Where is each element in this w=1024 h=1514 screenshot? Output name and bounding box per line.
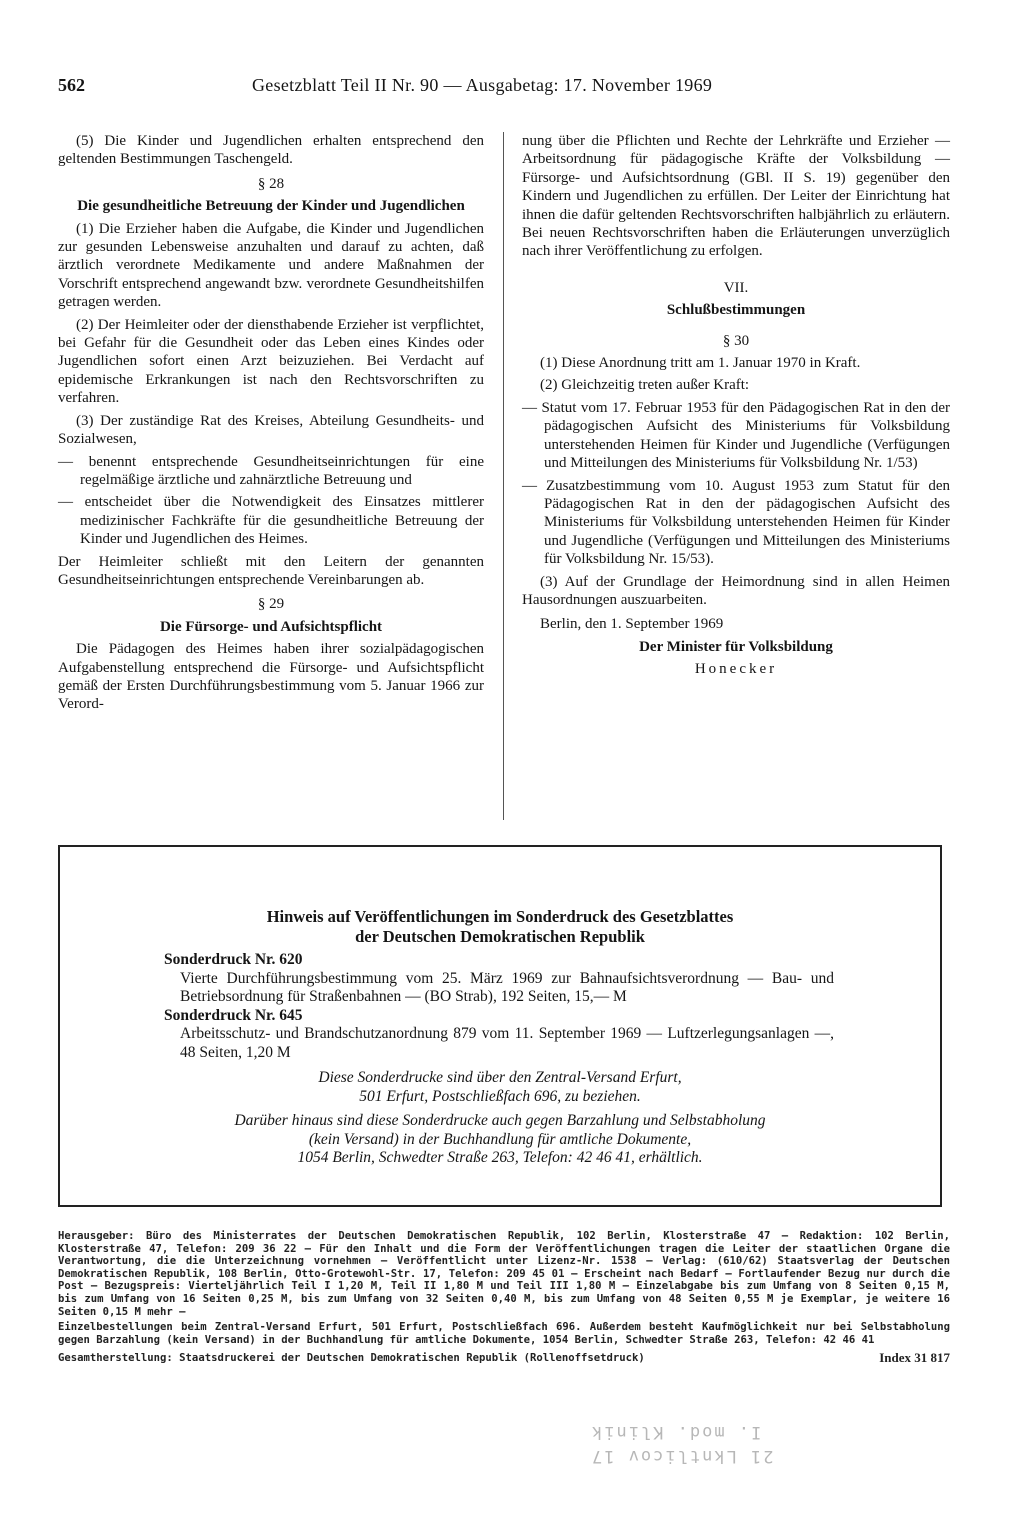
section-title: Die gesundheitliche Betreuung der Kinder und Jugendlichen: [77, 198, 465, 215]
section-label: § 28: [257, 175, 285, 192]
paragraph: nung über die Pflichten und Rechte der Lehrkräfte und Erzieher — Arbeitsordnung für pädagogische Kräfte der Volksbildung — Fürsorge- und Aufsichtsordnung (GBl. II S. 19) gegenüber den Kindern und Jugendlichen zu erfüllen. Der Leiter der Einrichtung hat ihnen die dafür geltenden Rechtsvorschriften halbjährlich zu erläutern. Bei neuen Rechtsvorschriften haben die Erläuterungen unverzüglich nach ihrer Veröffentlichung zu erfolgen.: [522, 133, 950, 260]
notice-item-label: Sonderdruck Nr. 620: [164, 951, 303, 968]
paragraph: (1) Die Erzieher haben die Aufgabe, die Kinder und Jugendlichen zur gesunden Lebensweise anzuhalten und darauf zu achten, daß ärztlich verordnete Medikamente und andere Maßnahmen der Vorschrift entsprechend angewandt bzw. verordnete Gesundheitshilfen getragen werden.: [58, 220, 484, 311]
notice-item-text: Arbeitsschutz- und Brandschutzanordnung 879 vom 11. September 1969 — Luftzerlegungsanlagen —, 48 Seiten, 1,20 M: [180, 1025, 834, 1061]
notice-title-line: Hinweis auf Veröffentlichungen im Sonderdruck des Gesetzblattes: [266, 907, 734, 926]
paragraph: Der Heimleiter schließt mit den Leitern der genannten Gesundheitseinrichtungen entsprechende Vereinbarungen ab.: [58, 553, 484, 588]
notice-line: 501 Erfurt, Postschließfach 696, zu beziehen.: [359, 1087, 641, 1105]
paragraph: Die Pädagogen des Heimes haben ihrer sozialpädagogischen Aufgabenstellung entsprechend die Fürsorge- und Aufsichtspflicht gemäß der Ersten Durchführungsbestimmung vom 5. Januar 1966 zur Verord-: [58, 641, 484, 713]
stamp-line: I. mod. Klinik: [590, 1422, 762, 1442]
notice-box: [58, 845, 942, 1207]
notice-line: Darüber hinaus sind diese Sonderdrucke auch gegen Barzahlung und Selbstabholung: [234, 1112, 766, 1129]
imprint-printer-line: [58, 1352, 950, 1365]
notice-line: Diese Sonderdrucke sind über den Zentral-Versand Erfurt,: [318, 1069, 682, 1086]
imprint: [58, 1230, 950, 1365]
dash-item: — entscheidet über die Notwendigkeit des Einsatzes mittlerer medizinischer Fachkräfte für die gesundheitliche Betreuung der Kinder und Jugendlichen des Heimes.: [58, 494, 484, 548]
column-divider: [503, 132, 504, 820]
dash-item: — benennt entsprechende Gesundheitseinrichtungen für eine regelmäßige ärztliche und zahnärztliche Betreuung und: [58, 453, 484, 488]
paragraph: (5) Die Kinder und Jugendlichen erhalten entsprechend den geltenden Bestimmungen Taschengeld.: [58, 133, 484, 168]
part-title: Schlußbestimmungen: [666, 302, 806, 319]
right-column: [522, 132, 950, 683]
notice-line: (kein Versand) in der Buchhandlung für amtliche Dokumente,: [308, 1130, 692, 1148]
notice-item-text: Vierte Durchführungsbestimmung vom 25. März 1969 zur Bahnaufsichtsverordnung — Bau- und Betriebsordnung für Straßenbahnen — (BO Strab), 192 Seiten, 15,— M: [180, 969, 834, 1005]
paragraph: (3) Auf der Grundlage der Heimordnung sind in allen Heimen Hausordnungen auszuarbeiten.: [522, 573, 950, 608]
stamp-line: 21 Lkntlicov 17: [590, 1446, 774, 1466]
paragraph: (2) Der Heimleiter oder der diensthabende Erzieher ist verpflichtet, bei Gefahr für die Gesundheit oder das Leben eines Kindes oder Jugendlichen sofort einen Arzt beizuziehen. Bei Verdacht auf epidemische Erkrankungen ist nach den Rechtsvorschriften zu verfahren.: [58, 316, 484, 407]
signatory-name: Honecker: [694, 661, 778, 678]
paragraph: (1) Diese Anordnung tritt am 1. Januar 1970 in Kraft.: [540, 355, 861, 372]
paragraph: (2) Gleichzeitig treten außer Kraft:: [540, 377, 750, 394]
dash-item: — Zusatzbestimmung vom 10. August 1953 zum Statut für den Pädagogischen Rat in den der pädagogischen Aufsicht des Ministeriums für Volksbildung unterstehenden Heimen für Kinder und Jugendliche (Verfügungen und Mitteilungen des Ministeriums für Volksbildung Nr. 15/53).: [522, 477, 950, 568]
page-number: 562: [58, 75, 85, 95]
index-number: Index 31 817: [879, 1350, 950, 1366]
notice-order-info: [60, 1069, 940, 1106]
imprint-printer: Gesamtherstellung: Staatsdruckerei der Deutschen Demokratischen Republik (Rollenoffsetdruck): [58, 1352, 645, 1365]
notice-title: [60, 907, 940, 947]
notice-line: 1054 Berlin, Schwedter Straße 263, Telefon: 42 46 41, erhältlich.: [297, 1149, 703, 1166]
section-label: § 30: [722, 332, 750, 349]
part-label: VII.: [723, 279, 749, 296]
place-date: Berlin, den 1. September 1969: [540, 616, 724, 633]
notice-shop-info: [60, 1112, 940, 1168]
imprint-orders: Einzelbestellungen beim Zentral-Versand Erfurt, 501 Erfurt, Postschließfach 696. Außerdem besteht Kaufmöglichkeit nur bei Selbstabholung gegen Barzahlung (kein Versand) in der Buchhandlung für amtliche Dokumente, 1054 Berlin, Schwedter Straße 263, Telefon: 42 46 41: [58, 1321, 950, 1346]
paragraph: (3) Der zuständige Rat des Kreises, Abteilung Gesundheits- und Sozialwesen,: [58, 412, 484, 448]
section-label: § 29: [257, 596, 285, 613]
library-stamp: [590, 1420, 950, 1468]
signatory-title: Der Minister für Volksbildung: [639, 638, 833, 655]
section-title: Die Fürsorge- und Aufsichtspflicht: [159, 618, 383, 635]
imprint-publisher: Herausgeber: Büro des Ministerrates der Deutschen Demokratischen Republik, 102 Berlin, Klosterstraße 47 – Redaktion: 102 Berlin, Klosterstraße 47, Telefon: 209 36 22 – Für den Inhalt und die Form der Veröffentlichungen tragen die Leiter der staatlichen Organe die Verantwortung, die die Unterzeichnung vornehmen – Veröffentlicht unter Lizenz-Nr. 1538 – Verlag: (610/62) Staatsverlag der Deutschen Demokratischen Republik, 108 Berlin, Otto-Grotewohl-Str. 17, Telefon: 209 45 01 – Erscheint nach Bedarf – Fortlaufender Bezug nur durch die Post – Bezugspreis: Vierteljährlich Teil I 1,20 M, Teil II 1,80 M und Teil III 1,80 M – Einzelabgabe bis zum Umfang von 8 Seiten 0,15 M, bis zum Umfang von 16 Seiten 0,25 M, bis zum Umfang von 32 Seiten 0,40 M, bis zum Umfang von 48 Seiten 0,55 M je Exemplar, je weitere 16 Seiten 0,15 M mehr –: [58, 1230, 950, 1318]
left-column: [58, 132, 484, 718]
running-title: Gesetzblatt Teil II Nr. 90 — Ausgabetag: 17. November 1969: [252, 75, 713, 95]
notice-item-label: Sonderdruck Nr. 645: [164, 1006, 303, 1024]
notice-title-line: der Deutschen Demokratischen Republik: [355, 927, 645, 946]
notice-items: [164, 951, 834, 1062]
dash-item: — Statut vom 17. Februar 1953 für den Pädagogischen Rat in den der pädagogischen Aufsicht des Ministeriums für Volksbildung unterstehenden Heimen für Kinder und Jugendliche (Verfügungen und Mitteilungen des Ministeriums für Volksbildung Nr. 1/53): [522, 399, 950, 472]
